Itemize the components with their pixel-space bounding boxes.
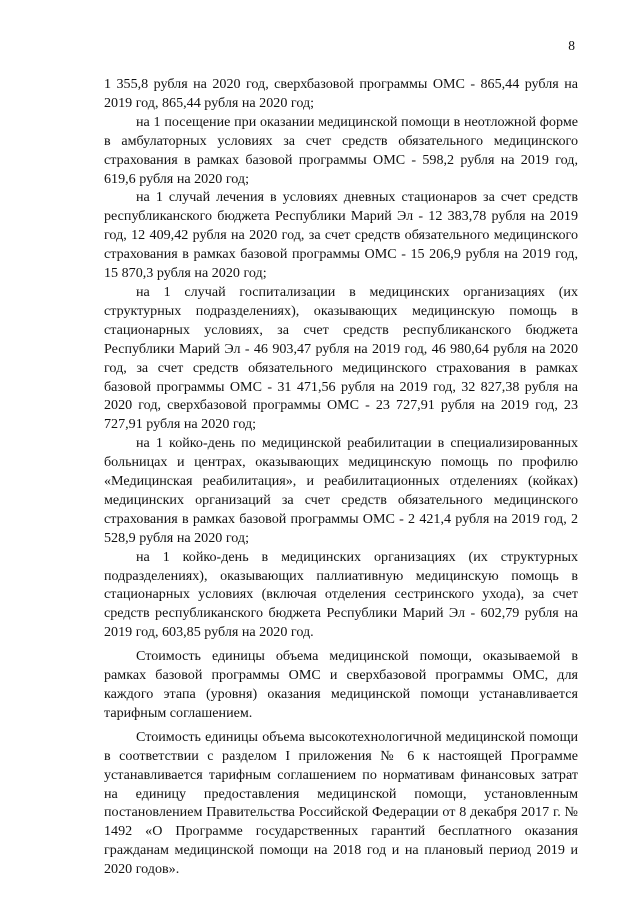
paragraph: 1 355,8 рубля на 2020 год, сверхбазовой программы ОМС - 865,44 рубля на 2019 год, 865,44 рубля на 2020 год; [104,76,578,111]
paragraph: на 1 посещение при оказании медицинской помощи в неотложной форме в амбулаторных условиях за счет средств обязательного медицинского страхования в рамках базовой программы ОМС - 598,2 рубля на 2019 год, 619,6 рубля на 2020 год; [104,113,578,187]
document-body [104,75,578,879]
paragraph: на 1 случай госпитализации в медицинских организациях (их структурных подразделениях), оказывающих медицинскую помощь в стационарных условиях, за счет средств республиканского бюджета Республики Марий Эл - 46 903,47 рубля на 2019 год, 46 980,64 рубля на 2020 год, за счет средств обязательного медицинского страхования в рамках базовой программы ОМС - 31 471,56 рубля на 2019 год, 32 827,38 рубля на 2020 год, сверхбазовой программы ОМС - 23 727,91 рубля на 2019 год, 23 727,91 рубля на 2020 год; [104,283,578,433]
paragraph: Стоимость единицы объема медицинской помощи, оказываемой в рамках базовой программы ОМС и сверхбазовой программы ОМС, для каждого этапа (уровня) оказания медицинской помощи устанавливается тарифным соглашением. [104,648,578,721]
paragraph: на 1 койко-день по медицинской реабилитации в специализированных больницах и центрах, оказывающих медицинскую помощь по профилю «Медицинская реабилитация», и реабилитационных отделениях (койках) медицинских организаций за счет средств обязательного медицинского страхования в рамках базовой программы ОМС - 2 421,4 рубля на 2019 год, 2 528,9 рубля на 2020 год; [104,435,578,546]
page-number: 8 [568,38,575,53]
paragraph: на 1 случай лечения в условиях дневных стационаров за счет средств республиканского бюджета Республики Марий Эл - 12 383,78 рубля на 2019 год, 12 409,42 рубля на 2020 год, за счет средств обязательного медицинского страхования в рамках базовой программы ОМС - 15 206,9 рубля на 2019 год, 15 870,3 рубля на 2020 год; [104,189,578,282]
paragraph: Стоимость единицы объема высокотехнологичной медицинской помощи в соответствии с разделом I приложения № 6 к настоящей Программе устанавливается тарифным соглашением по нормативам финансовых затрат на единицу предоставления медицинской помощи, установленным постановлением Правительства Российской Федерации от 8 декабря 2017 г. № 1492 «О Программе государственных гарантий бесплатного оказания гражданам медицинской помощи на 2018 год и на плановый период 2019 и 2020 годов». [104,728,578,878]
paragraph: на 1 койко-день в медицинских организациях (их структурных подразделениях), оказывающих паллиативную медицинскую помощь в стационарных условиях (включая отделения сестринского ухода), за счет средств республиканского бюджета Республики Марий Эл - 602,79 рубля на 2019 год, 603,85 рубля на 2020 год. [104,548,578,641]
